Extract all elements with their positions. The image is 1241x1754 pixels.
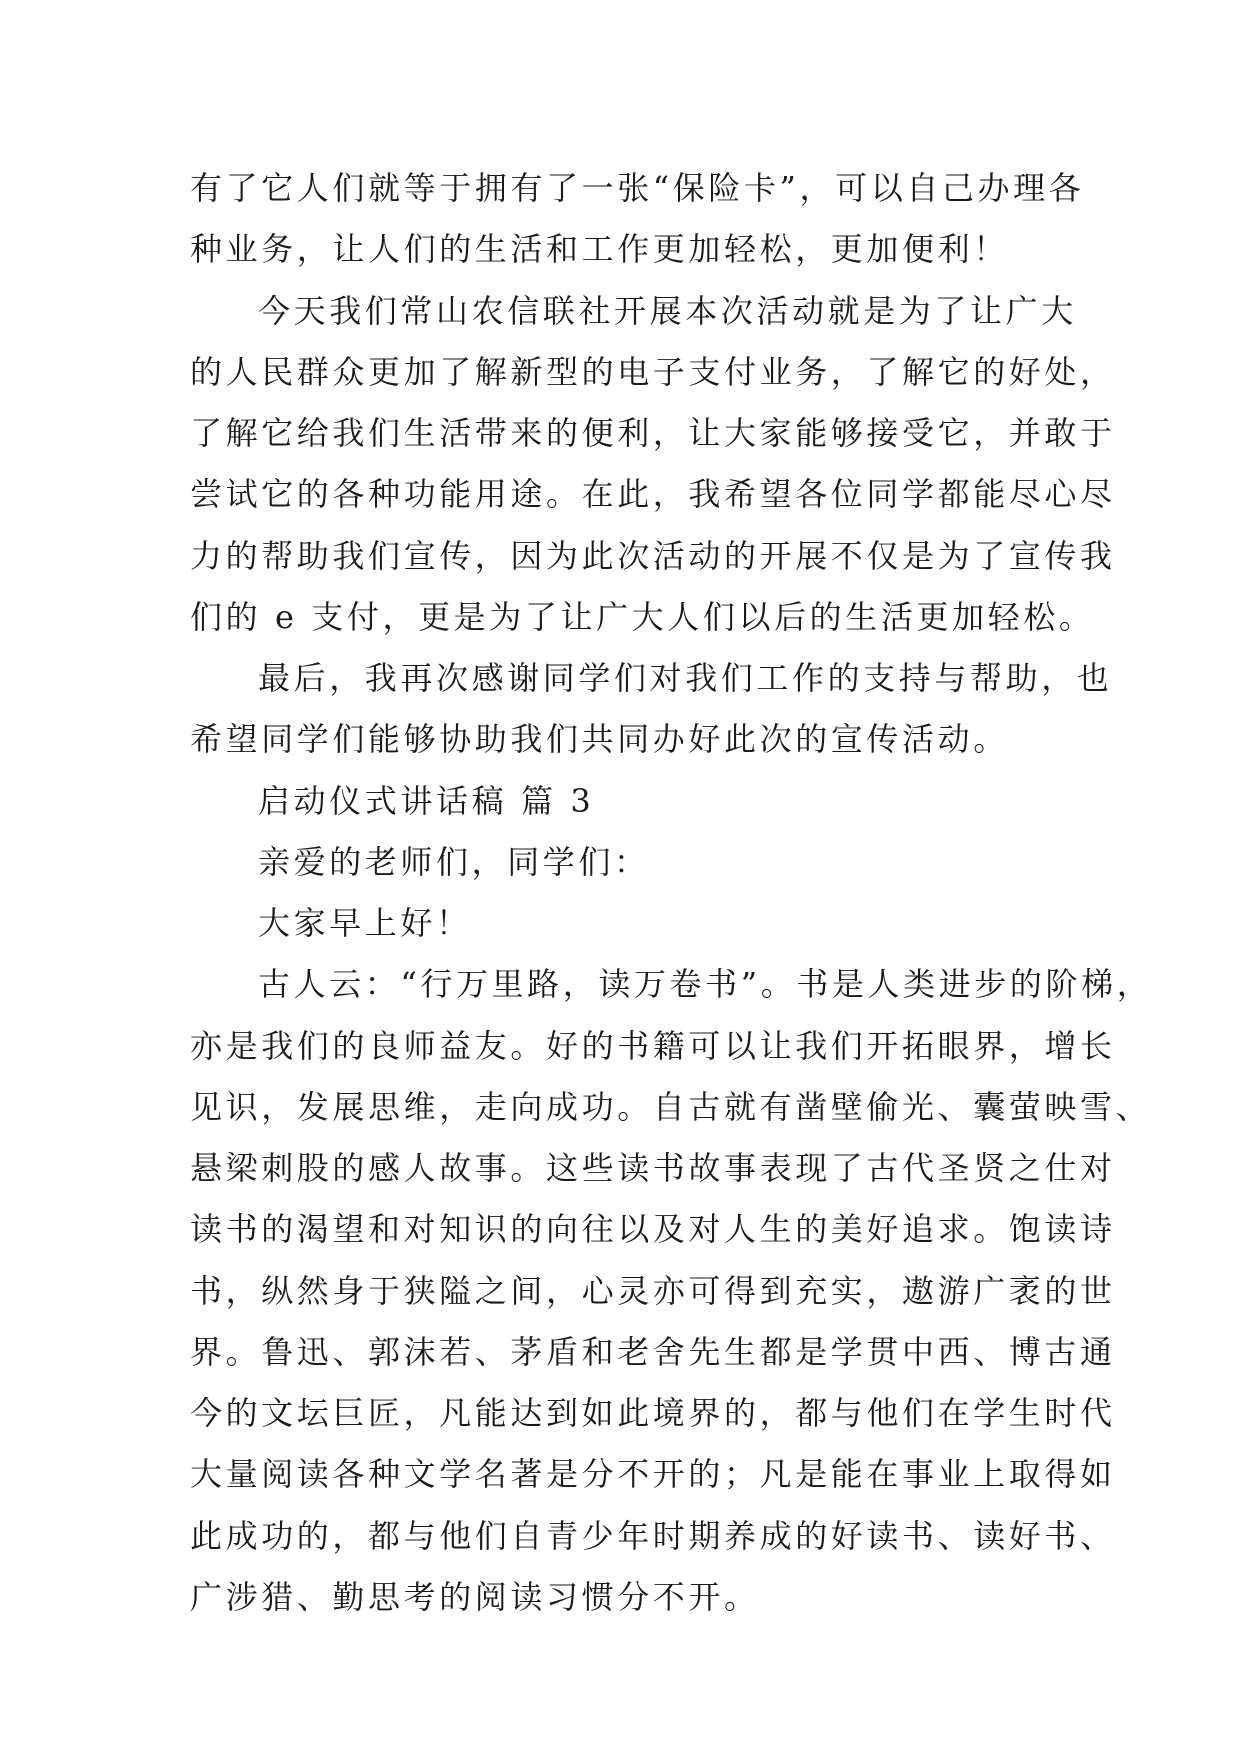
- text-line: 广涉猎、勤思考的阅读习惯分不开。: [190, 1577, 760, 1616]
- text-line: 亦是我们的良师益友。好的书籍可以让我们开拓眼界，增长: [190, 1026, 1116, 1065]
- text-line: 今的文坛巨匠，凡能达到如此境界的，都与他们在学生时代: [190, 1394, 1116, 1432]
- text-line: 大家早上好！: [258, 904, 472, 942]
- text-line: 界。鲁迅、郭沫若、茅盾和老舍先生都是学贯中西、博古通: [190, 1332, 1116, 1371]
- text-line: 尝试它的各种功能用途。在此，我希望各位同学都能尽心尽: [190, 475, 1116, 514]
- text-line: 此成功的，都与他们自青少年时期养成的好读书、读好书、: [190, 1516, 1116, 1555]
- text-line: 的人民群众更加了解新型的电子支付业务，了解它的好处，: [190, 352, 1116, 391]
- text-line: 了解它给我们生活带来的便利，让大家能够接受它，并敢于: [190, 414, 1116, 452]
- text-line: 亲爱的老师们，同学们：: [258, 842, 650, 881]
- text-line: 力的帮助我们宣传，因为此次活动的开展不仅是为了宣传我: [190, 536, 1116, 575]
- document-body: [190, 158, 1153, 1628]
- text-line: 今天我们常山农信联社开展本次活动就是为了让广大: [258, 291, 1077, 330]
- text-line: 悬梁刺股的感人故事。这些读书故事表现了古代圣贤之仕对: [190, 1149, 1116, 1187]
- text-line: 读书的渴望和对知识的向往以及对人生的美好追求。饱读诗: [190, 1210, 1116, 1249]
- text-line: 见识，发展思维，走向成功。自古就有凿壁偷光、囊萤映雪、: [190, 1087, 1152, 1126]
- text-line: 最后，我再次感谢同学们对我们工作的支持与帮助，也: [258, 659, 1113, 697]
- text-line: 种业务，让人们的生活和工作更加轻松，更加便利！: [190, 230, 1009, 269]
- text-line: 书，纵然身于狭隘之间，心灵亦可得到充实，遨游广袤的世: [190, 1271, 1116, 1310]
- text-line: 启动仪式讲话稿 篇 3: [258, 781, 595, 820]
- text-line: 有了它人们就等于拥有了一张“保险卡”，可以自己办理各: [190, 169, 1085, 207]
- text-line: 古人云：“行万里路，读万卷书”。书是人类进步的阶梯，: [258, 965, 1153, 1004]
- text-line: 大量阅读各种文学名著是分不开的；凡是能在事业上取得如: [190, 1455, 1116, 1494]
- text-line: 们的 e 支付，更是为了让广大人们以后的生活更加轻松。: [190, 597, 1095, 636]
- text-line: 希望同学们能够协助我们共同办好此次的宣传活动。: [190, 720, 1009, 759]
